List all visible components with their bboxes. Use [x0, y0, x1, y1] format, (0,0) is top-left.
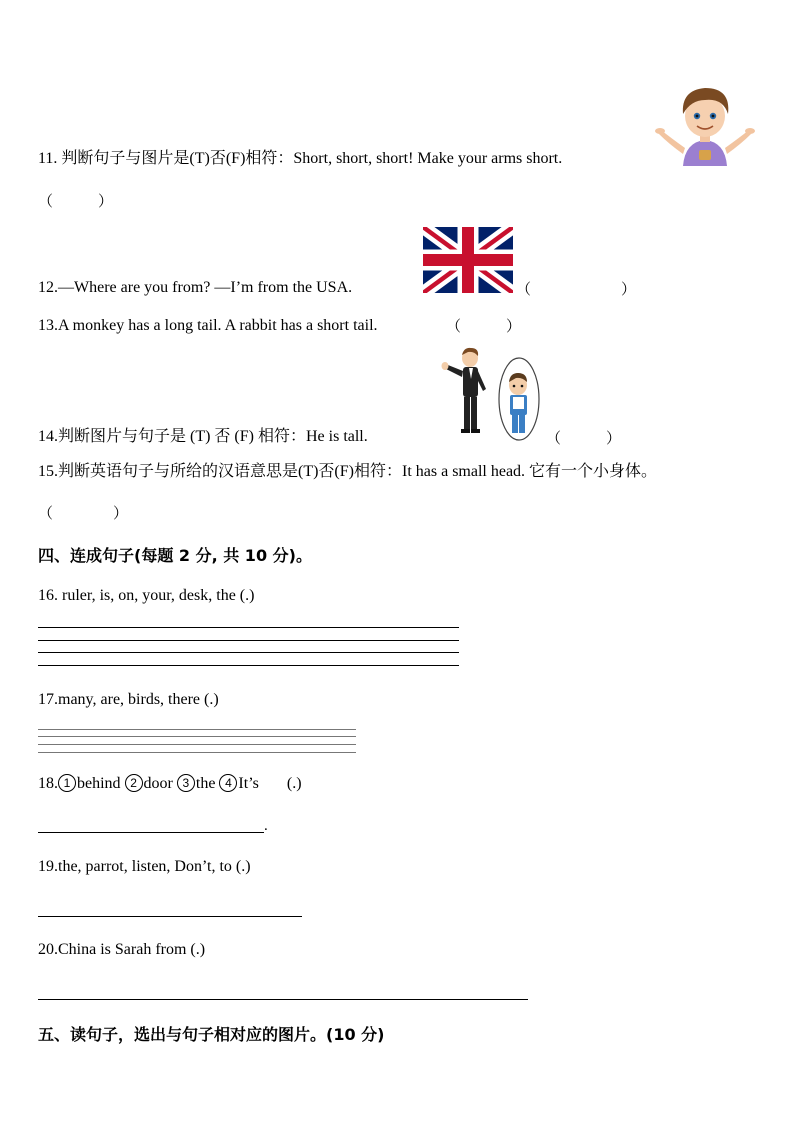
writing-line[interactable] [38, 752, 356, 753]
word-4: It’s [238, 775, 259, 792]
circled-number-1: 1 [58, 774, 76, 792]
union-jack-flag-picture [423, 227, 513, 293]
word-3: the [195, 775, 220, 792]
answer-parentheses-13[interactable]: （ ） [446, 319, 522, 335]
writing-line[interactable] [38, 832, 264, 833]
question-20: 20.China is Sarah from (.) [38, 941, 206, 958]
answer-parentheses-12[interactable]: （ ） [516, 282, 637, 298]
word-1: behind [77, 775, 125, 792]
question-14: 14.判断图片与句子是 (T) 否 (F) 相符：He is tall. [38, 428, 368, 445]
question-18-number: 18. [38, 775, 58, 792]
question-11: 11. 判断句子与图片是(T)否(F)相符：Short, short, short! Make your arms short. [38, 150, 563, 167]
writing-line[interactable] [38, 916, 302, 917]
question-13: 13.A monkey has a long tail. A rabbit has a short tail. [38, 317, 378, 334]
writing-line[interactable] [38, 640, 459, 641]
question-12: 12.—Where are you from? —I’m from the USA. [38, 279, 353, 296]
writing-line[interactable] [38, 736, 356, 737]
writing-line[interactable] [38, 999, 528, 1000]
circled-number-2: 2 [125, 774, 143, 792]
question-15: 15.判断英语句子与所给的汉语意思是(T)否(F)相符：It has a small head. 它有一个小身体。 [38, 463, 658, 480]
circled-number-3: 3 [177, 774, 195, 792]
answer-parentheses-14[interactable]: （ ） [546, 431, 622, 447]
question-17: 17.many, are, birds, there (.) [38, 691, 219, 708]
word-2: door [143, 775, 177, 792]
section-4-heading: 四、连成句子(每题 2 分, 共 10 分)。 [38, 546, 312, 565]
writing-line[interactable] [38, 665, 459, 666]
writing-line[interactable] [38, 744, 356, 745]
writing-line[interactable] [38, 652, 459, 653]
writing-line[interactable] [38, 729, 356, 730]
section-5-heading: 五、读句子，选出与句子相对应的图片。(10 分) [38, 1025, 385, 1044]
question-18 [38, 774, 302, 794]
boy-shrugging-picture [655, 84, 755, 166]
tall-man-and-short-boy-picture [438, 345, 548, 441]
question-19: 19.the, parrot, listen, Don’t, to (.) [38, 858, 251, 875]
answer-parentheses-15[interactable]: （ ） [38, 506, 129, 522]
writing-line[interactable] [38, 627, 459, 628]
end-period: . [264, 818, 268, 834]
answer-parentheses-11[interactable]: （ ） [38, 194, 114, 210]
punctuation-hint: (.) [286, 775, 302, 792]
question-16: 16. ruler, is, on, your, desk, the (.) [38, 587, 255, 604]
circled-number-4: 4 [219, 774, 237, 792]
